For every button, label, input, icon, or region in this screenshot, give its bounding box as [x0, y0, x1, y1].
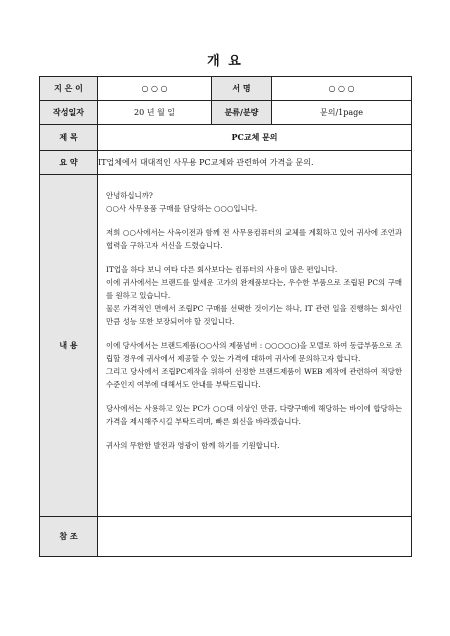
reference-label: 참 조 — [40, 517, 98, 557]
subject-label: 제 목 — [40, 125, 98, 151]
content-paragraph: 귀사의 무한한 발전과 영광이 함께 하기를 기원합니다. — [106, 441, 280, 450]
category-value: 문의/1page — [272, 101, 412, 125]
date-label: 작성일자 — [40, 101, 98, 125]
date-row — [40, 101, 412, 125]
content-body — [98, 175, 411, 458]
subject-row — [40, 125, 412, 151]
signature-value: ○ ○ ○ — [272, 77, 412, 101]
overview-form-table — [39, 76, 412, 557]
author-label: 지 은 이 — [40, 77, 98, 101]
signature-label: 서 명 — [212, 77, 272, 101]
summary-value: IT업체에서 대대적인 사무용 PC교체와 관련하여 가격을 문의. — [98, 151, 412, 175]
document-title: 개 요 — [207, 54, 243, 69]
content-paragraph: 이에 당사에서는 브랜드제품(○○사의 제품넘버 : ○○○○○)을 모델로 하여 동급부품으로 조립할 경우에 귀사에서 제공할 수 있는 가격에 대하여 귀사에 문의하고자 합니다. 그리고 당사에서 조립PC제작을 위하여 선정한 브랜드제품이 WEB 제작에 관련하여 적당한 수준인지 여부에 대해서도 안내를 부탁드립니다. — [106, 341, 402, 389]
summary-label: 요 약 — [40, 151, 98, 175]
content-label: 내 용 — [40, 175, 98, 517]
content-cell — [98, 175, 412, 517]
summary-row — [40, 151, 412, 175]
content-row — [40, 175, 412, 517]
subject-value: PC교체 문의 — [98, 125, 412, 151]
content-paragraph: 저희 ○○사에서는 사옥이전과 함께 전 사무용컴퓨터의 교체를 계획하고 있어 귀사에 조언과 협력을 구하고자 서신을 드렸습니다. — [106, 228, 402, 250]
content-paragraph: IT업을 하다 보니 여타 다른 회사보다는 컴퓨터의 사용이 많은 편입니다. 이에 귀사에서는 브랜드를 앞세운 고가의 완제품보다는, 우수한 부품으로 조립된 PC의 구매를 원하고 있습니다. 물론 가격적인 면에서 조립PC 구매를 선택한 것이기는 하나, IT 관련 일을 진행하는 회사인 만큼 성능 또한 보장되어야 할 것입니다. — [106, 265, 402, 326]
author-value: ○ ○ ○ — [98, 77, 212, 101]
reference-value — [98, 517, 412, 557]
author-row — [40, 77, 412, 101]
category-label: 분류/분량 — [212, 101, 272, 125]
date-value: 20 년 월 일 — [98, 101, 212, 125]
content-paragraph: 당사에서는 사용하고 있는 PC가 ○○대 이상인 만큼, 다량구매에 해당하는 바이에 합당하는 가격을 제시해주시길 부탁드리며, 빠른 회신을 바라겠습니다. — [106, 404, 402, 426]
content-paragraph: 안녕하십니까? ○○사 사무용품 구매를 담당하는 ○○○입니다. — [106, 191, 258, 213]
reference-row — [40, 517, 412, 557]
